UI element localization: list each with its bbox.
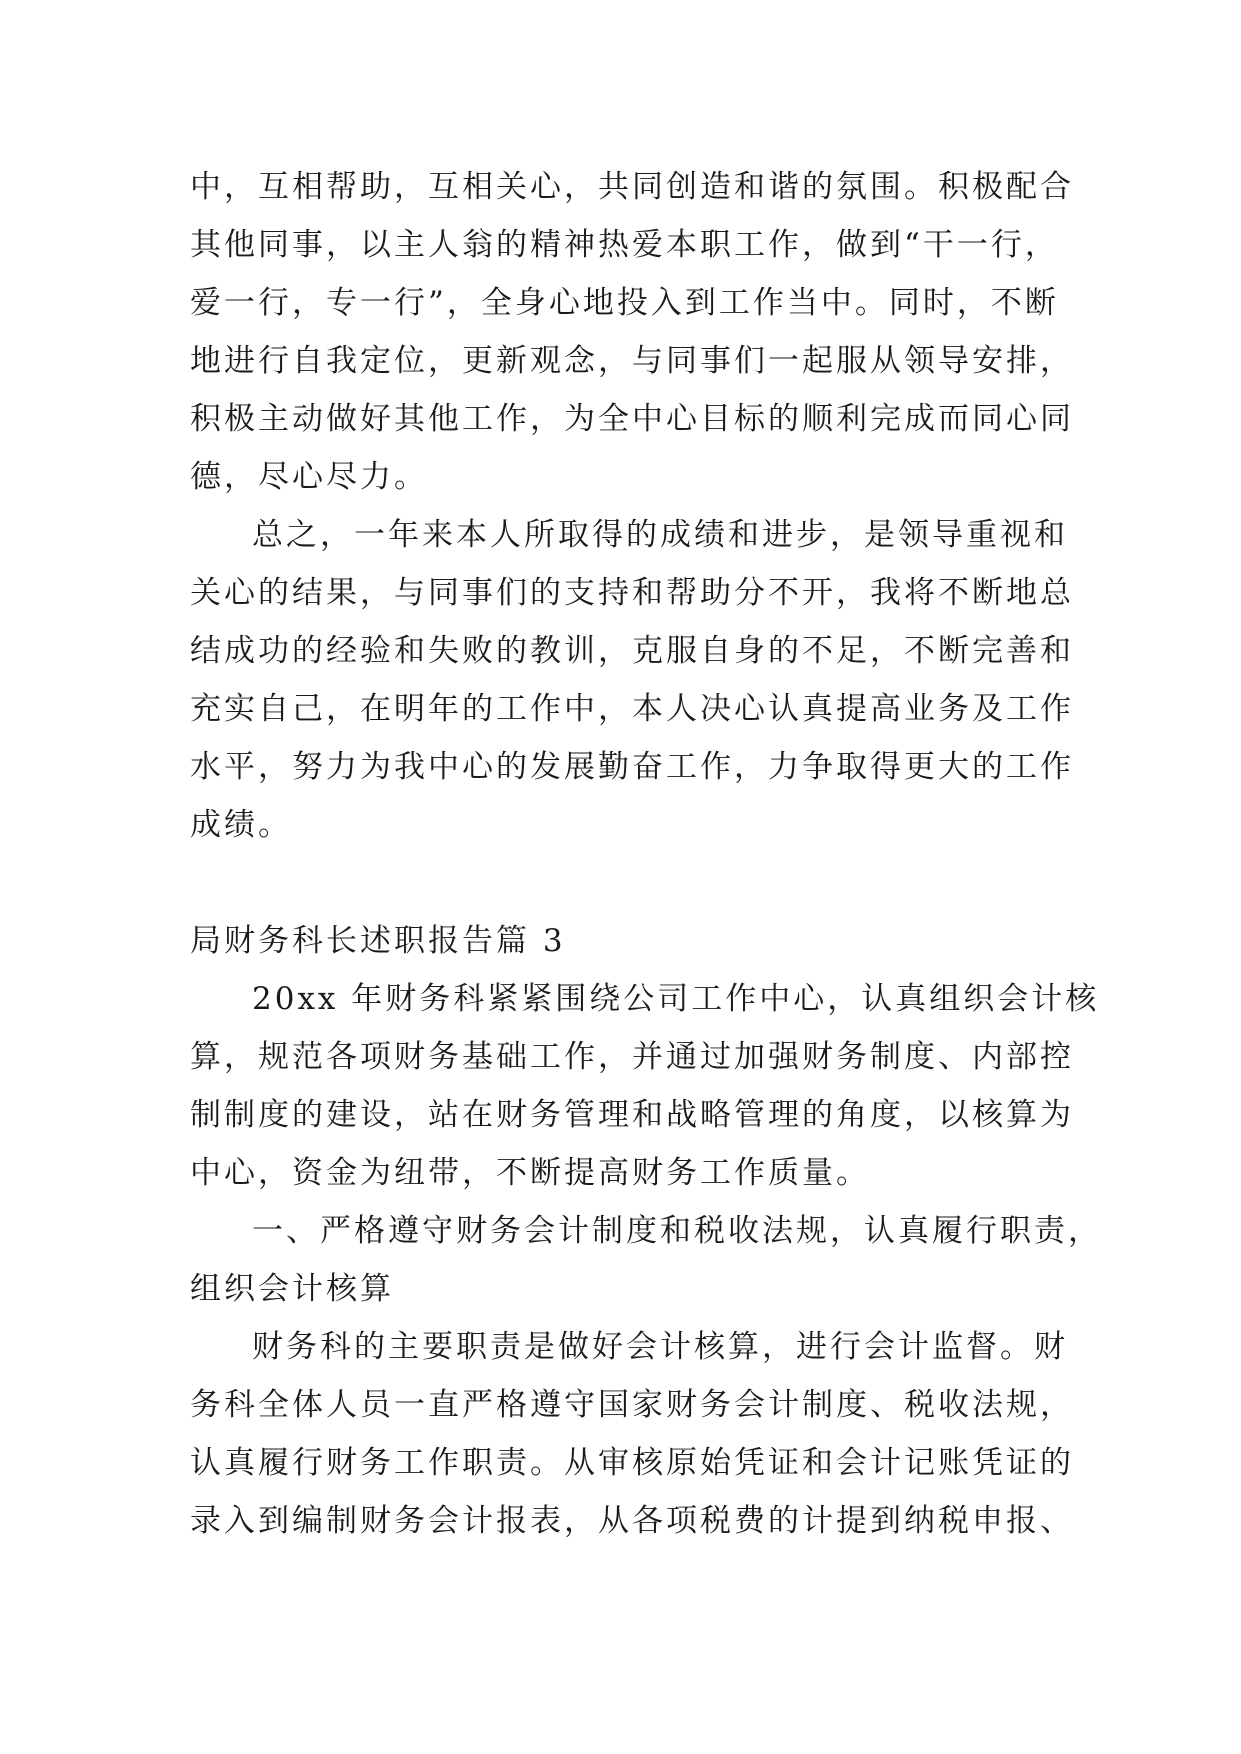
section-heading-text: 局财务科长述职报告篇 3 <box>190 923 566 959</box>
text-line: 地进行自我定位，更新观念，与同事们一起服从领导安排， <box>190 343 1074 379</box>
paragraph-duties <box>190 1318 1074 1550</box>
section-heading <box>190 912 1060 970</box>
text-line: 水平，努力为我中心的发展勤奋工作，力争取得更大的工作 <box>190 749 1074 785</box>
text-line: 充实自己，在明年的工作中，本人决心认真提高业务及工作 <box>190 691 1074 727</box>
text-line: 爱一行，专一行”，全身心地投入到工作当中。同时，不断 <box>190 285 1059 321</box>
text-line: 认真履行财务工作职责。从审核原始凭证和会计记账凭证的 <box>190 1445 1074 1481</box>
text-line: 务科全体人员一直严格遵守国家财务会计制度、税收法规， <box>190 1387 1074 1423</box>
text-line: 一、严格遵守财务会计制度和税收法规，认真履行职责， <box>252 1213 1102 1249</box>
subheading-accounting <box>190 1202 1102 1318</box>
text-line: 成绩。 <box>190 807 292 843</box>
text-line: 录入到编制财务会计报表，从各项税费的计提到纳税申报、 <box>190 1503 1074 1539</box>
text-line: 积极主动做好其他工作，为全中心目标的顺利完成而同心同 <box>190 401 1074 437</box>
text-line: 其他同事，以主人翁的精神热爱本职工作，做到“干一行， <box>190 227 1059 263</box>
document-body <box>190 158 1102 1550</box>
text-line: 中，互相帮助，互相关心，共同创造和谐的氛围。积极配合 <box>190 169 1074 205</box>
text-line: 关心的结果，与同事们的支持和帮助分不开，我将不断地总 <box>190 575 1074 611</box>
paragraph-summary <box>190 506 1074 854</box>
text-line: 总之，一年来本人所取得的成绩和进步，是领导重视和 <box>252 517 1068 553</box>
text-line: 组织会计核算 <box>190 1271 394 1307</box>
text-line: 制制度的建设，站在财务管理和战略管理的角度，以核算为 <box>190 1097 1074 1133</box>
text-line: 结成功的经验和失败的教训，克服自身的不足，不断完善和 <box>190 633 1074 669</box>
text-line: 财务科的主要职责是做好会计核算，进行会计监督。财 <box>252 1329 1068 1365</box>
text-line: 20xx 年财务科紧紧围绕公司工作中心，认真组织会计核 <box>252 981 1100 1017</box>
text-line: 算，规范各项财务基础工作，并通过加强财务制度、内部控 <box>190 1039 1074 1075</box>
text-line: 德，尽心尽力。 <box>190 459 428 495</box>
text-line: 中心，资金为纽带，不断提高财务工作质量。 <box>190 1155 870 1191</box>
paragraph-cooperation <box>190 158 1074 506</box>
paragraph-intro <box>190 970 1100 1202</box>
